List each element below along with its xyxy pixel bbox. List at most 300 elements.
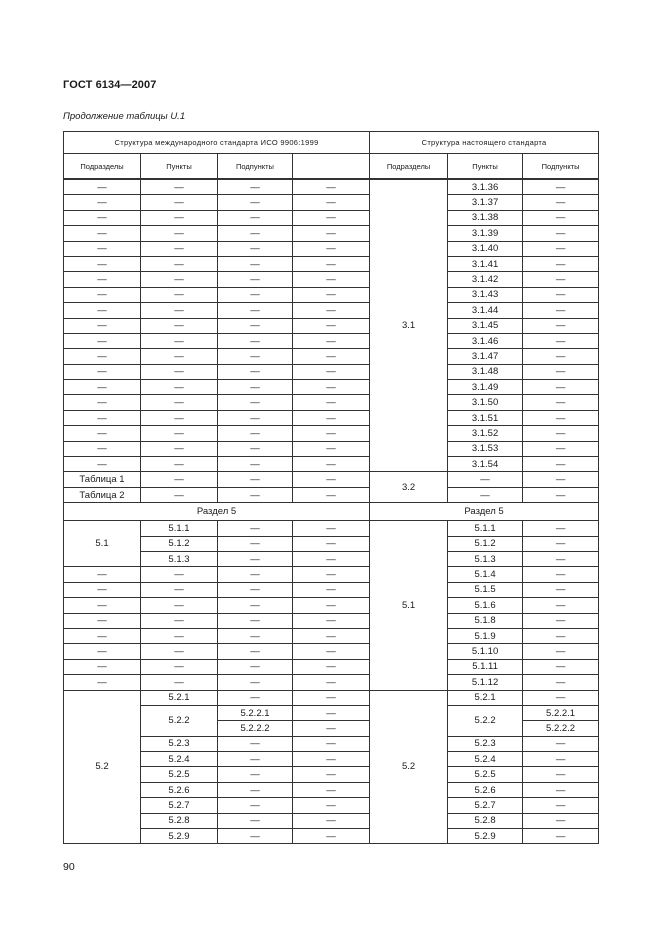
table-row <box>64 767 599 782</box>
table-row <box>64 736 599 751</box>
table-row <box>64 241 599 256</box>
right-item-cell: 5.2.3 <box>448 736 523 751</box>
dash-cell: — <box>141 457 218 472</box>
table-row <box>64 457 599 472</box>
dash-cell: — <box>218 303 293 318</box>
right-item-cell: 5.1.5 <box>448 582 523 597</box>
dash-cell: — <box>64 303 141 318</box>
table-row <box>64 752 599 767</box>
table-row <box>64 287 599 302</box>
dash-cell: — <box>218 287 293 302</box>
dash-cell: — <box>523 675 599 690</box>
dash-cell: — <box>523 782 599 797</box>
dash-cell: — <box>218 675 293 690</box>
dash-cell: — <box>218 256 293 271</box>
right-item-cell: 3.1.44 <box>448 303 523 318</box>
dash-cell: — <box>218 195 293 210</box>
dash-cell: — <box>218 628 293 643</box>
dash-cell: — <box>523 628 599 643</box>
right-item-cell: 5.1.1 <box>448 521 523 536</box>
dash-cell: — <box>523 272 599 287</box>
right-item-cell: 3.1.38 <box>448 210 523 225</box>
right-item-cell: 3.1.45 <box>448 318 523 333</box>
dash-cell: — <box>64 241 141 256</box>
dash-cell: — <box>293 195 370 210</box>
dash-cell: — <box>141 179 218 195</box>
table-row <box>64 582 599 597</box>
left-item-cell: 5.2.3 <box>141 736 218 751</box>
dash-cell: — <box>64 210 141 225</box>
table-continuation-caption: Продолжение таблицы U.1 <box>63 111 186 122</box>
right-subsection-cell: 3.2 <box>370 472 448 503</box>
right-item-cell: 3.1.39 <box>448 226 523 241</box>
dash-cell: — <box>141 613 218 628</box>
dash-cell: — <box>293 582 370 597</box>
right-item-cell: 5.1.10 <box>448 644 523 659</box>
dash-cell: — <box>141 441 218 456</box>
dash-cell: — <box>218 210 293 225</box>
table-row <box>64 472 599 487</box>
dash-cell: — <box>523 644 599 659</box>
dash-cell: — <box>141 567 218 582</box>
dash-cell: — <box>141 241 218 256</box>
dash-cell: — <box>293 287 370 302</box>
dash-cell: — <box>293 333 370 348</box>
dash-cell: — <box>64 226 141 241</box>
dash-cell: — <box>141 210 218 225</box>
dash-cell: — <box>293 551 370 566</box>
right-item-cell: 5.1.8 <box>448 613 523 628</box>
dash-cell: — <box>523 487 599 502</box>
table-row <box>64 380 599 395</box>
dash-cell: — <box>293 272 370 287</box>
dash-cell: — <box>141 272 218 287</box>
left-item-cell: 5.2.8 <box>141 813 218 828</box>
table-row <box>64 272 599 287</box>
dash-cell: — <box>293 705 370 720</box>
dash-cell: — <box>523 179 599 195</box>
left-structure-title: Структура международного стандарта ИСО 9906:1999 <box>64 132 370 154</box>
right-item-cell: 5.1.12 <box>448 675 523 690</box>
dash-cell: — <box>64 272 141 287</box>
dash-cell: — <box>218 441 293 456</box>
dash-cell: — <box>293 798 370 813</box>
dash-cell: — <box>523 752 599 767</box>
section-left-cell: Раздел 5 <box>64 503 370 521</box>
dash-cell: — <box>218 551 293 566</box>
dash-cell: — <box>523 551 599 566</box>
dash-cell: — <box>141 303 218 318</box>
dash-cell: — <box>64 410 141 425</box>
left-item-cell: 5.2.1 <box>141 690 218 705</box>
dash-cell: — <box>141 659 218 674</box>
dash-cell: — <box>523 659 599 674</box>
dash-cell: — <box>218 487 293 502</box>
dash-cell: — <box>523 613 599 628</box>
right-item-cell: 3.1.37 <box>448 195 523 210</box>
dash-cell: — <box>293 598 370 613</box>
dash-cell: — <box>64 195 141 210</box>
right-item-cell: 3.1.48 <box>448 364 523 379</box>
right-item-cell: 3.1.50 <box>448 395 523 410</box>
right-item-cell: 3.1.46 <box>448 333 523 348</box>
dash-cell: — <box>141 426 218 441</box>
table-row <box>64 782 599 797</box>
dash-cell: — <box>523 256 599 271</box>
dash-cell: — <box>141 333 218 348</box>
right-item-cell: 3.1.51 <box>448 410 523 425</box>
dash-cell: — <box>293 829 370 844</box>
page-number: 90 <box>63 861 75 873</box>
dash-cell: — <box>523 521 599 536</box>
dash-cell: — <box>218 582 293 597</box>
dash-cell: — <box>218 813 293 828</box>
dash-cell: — <box>293 767 370 782</box>
dash-cell: — <box>293 675 370 690</box>
table-row <box>64 613 599 628</box>
left-item-cell: 5.2.9 <box>141 829 218 844</box>
dash-cell: — <box>218 349 293 364</box>
dash-cell: — <box>218 318 293 333</box>
dash-cell: — <box>523 210 599 225</box>
table-row <box>64 256 599 271</box>
dash-cell: — <box>141 487 218 502</box>
table-row <box>64 551 599 566</box>
dash-cell: — <box>523 441 599 456</box>
dash-cell: — <box>293 441 370 456</box>
dash-cell: — <box>523 364 599 379</box>
left-item-cell: 5.2.4 <box>141 752 218 767</box>
right-item-cell: 3.1.53 <box>448 441 523 456</box>
dash-cell: — <box>293 256 370 271</box>
right-item-cell: 3.1.41 <box>448 256 523 271</box>
left-item-cell: 5.2.7 <box>141 798 218 813</box>
correspondence-table <box>63 131 599 844</box>
col-header: Подпункты <box>523 154 599 180</box>
right-item-cell: 5.2.1 <box>448 690 523 705</box>
dash-cell: — <box>218 241 293 256</box>
right-item-cell: 5.1.4 <box>448 567 523 582</box>
dash-cell: — <box>218 395 293 410</box>
document-header: ГОСТ 6134—2007 <box>63 79 157 91</box>
right-item-cell: 3.1.43 <box>448 287 523 302</box>
table-row <box>64 395 599 410</box>
dash-cell: — <box>293 241 370 256</box>
dash-cell: — <box>218 272 293 287</box>
right-item-cell: 3.1.52 <box>448 426 523 441</box>
col-header: Пункты <box>141 154 218 180</box>
dash-cell: — <box>218 782 293 797</box>
left-subsection-cell: 5.2 <box>64 690 141 844</box>
dash-cell: — <box>218 472 293 487</box>
dash-cell: — <box>523 582 599 597</box>
dash-cell: — <box>293 210 370 225</box>
dash-cell: — <box>523 287 599 302</box>
dash-cell: — <box>448 487 523 502</box>
dash-cell: — <box>64 457 141 472</box>
col-header <box>293 154 370 180</box>
dash-cell: — <box>293 690 370 705</box>
col-header: Подразделы <box>64 154 141 180</box>
dash-cell: — <box>523 690 599 705</box>
dash-cell: — <box>218 333 293 348</box>
table-row <box>64 798 599 813</box>
dash-cell: — <box>64 333 141 348</box>
left-subsection-cell: 5.1 <box>64 521 141 567</box>
dash-cell: — <box>141 410 218 425</box>
dash-cell: — <box>218 567 293 582</box>
table-row <box>64 628 599 643</box>
dash-cell: — <box>293 303 370 318</box>
dash-cell: — <box>64 441 141 456</box>
table-row <box>64 829 599 844</box>
left-item-cell: 5.2.2 <box>141 705 218 736</box>
dash-cell: — <box>141 380 218 395</box>
dash-cell: — <box>141 628 218 643</box>
dash-cell: — <box>218 521 293 536</box>
table-row <box>64 210 599 225</box>
dash-cell: — <box>293 457 370 472</box>
dash-cell: — <box>293 736 370 751</box>
dash-cell: — <box>523 813 599 828</box>
table-row <box>64 226 599 241</box>
section-right-cell: Раздел 5 <box>370 503 599 521</box>
dash-cell: — <box>64 675 141 690</box>
table-row <box>64 567 599 582</box>
col-header: Подразделы <box>370 154 448 180</box>
table-row <box>64 659 599 674</box>
dash-cell: — <box>293 721 370 736</box>
right-item-cell: 5.2.6 <box>448 782 523 797</box>
dash-cell: — <box>218 364 293 379</box>
dash-cell: — <box>523 829 599 844</box>
dash-cell: — <box>218 829 293 844</box>
left-item-cell: 5.1.3 <box>141 551 218 566</box>
table-row <box>64 179 599 195</box>
right-item-cell: 3.1.49 <box>448 380 523 395</box>
dash-cell: — <box>64 364 141 379</box>
dash-cell: — <box>141 364 218 379</box>
dash-cell: — <box>64 582 141 597</box>
dash-cell: — <box>523 410 599 425</box>
table-row <box>64 503 599 521</box>
dash-cell: — <box>293 567 370 582</box>
dash-cell: — <box>293 628 370 643</box>
right-subsection-cell: 5.1 <box>370 521 448 690</box>
dash-cell: — <box>523 226 599 241</box>
dash-cell: — <box>218 736 293 751</box>
right-item-cell: 5.2.8 <box>448 813 523 828</box>
dash-cell: — <box>293 536 370 551</box>
dash-cell: — <box>523 798 599 813</box>
dash-cell: — <box>141 582 218 597</box>
right-item-cell: 5.1.2 <box>448 536 523 551</box>
dash-cell: — <box>218 659 293 674</box>
dash-cell: — <box>218 410 293 425</box>
dash-cell: — <box>64 659 141 674</box>
left-item-cell: 5.1.2 <box>141 536 218 551</box>
table-row <box>64 705 599 720</box>
dash-cell: — <box>218 613 293 628</box>
left-item-cell: 5.2.6 <box>141 782 218 797</box>
dash-cell: — <box>218 598 293 613</box>
dash-cell: — <box>218 767 293 782</box>
dash-cell: — <box>523 426 599 441</box>
dash-cell: — <box>64 380 141 395</box>
dash-cell: — <box>64 349 141 364</box>
dash-cell: — <box>141 598 218 613</box>
table-row <box>64 333 599 348</box>
dash-cell: — <box>218 457 293 472</box>
col-header: Подпункты <box>218 154 293 180</box>
table-row <box>64 598 599 613</box>
dash-cell: — <box>523 767 599 782</box>
table-row <box>64 813 599 828</box>
table-row <box>64 318 599 333</box>
dash-cell: — <box>293 521 370 536</box>
dash-cell: — <box>64 644 141 659</box>
dash-cell: — <box>293 782 370 797</box>
dash-cell: — <box>293 472 370 487</box>
dash-cell: — <box>523 195 599 210</box>
right-subsection-cell: 5.2 <box>370 690 448 844</box>
table-row <box>64 536 599 551</box>
table-row <box>64 521 599 536</box>
right-structure-title: Структура настоящего стандарта <box>370 132 599 154</box>
dash-cell: — <box>523 457 599 472</box>
dash-cell: — <box>218 179 293 195</box>
dash-cell: — <box>523 598 599 613</box>
right-item-cell: 3.1.54 <box>448 457 523 472</box>
dash-cell: — <box>293 644 370 659</box>
table-row <box>64 410 599 425</box>
dash-cell: — <box>523 318 599 333</box>
right-subitem-cell: 5.2.2.2 <box>523 721 599 736</box>
dash-cell: — <box>293 349 370 364</box>
right-item-cell: 5.2.4 <box>448 752 523 767</box>
right-item-cell: 5.2.7 <box>448 798 523 813</box>
dash-cell: — <box>64 287 141 302</box>
dash-cell: — <box>293 487 370 502</box>
dash-cell: — <box>141 318 218 333</box>
dash-cell: — <box>141 226 218 241</box>
dash-cell: — <box>64 598 141 613</box>
dash-cell: — <box>293 380 370 395</box>
dash-cell: — <box>523 736 599 751</box>
dash-cell: — <box>141 349 218 364</box>
dash-cell: — <box>64 426 141 441</box>
right-item-cell: 3.1.40 <box>448 241 523 256</box>
right-item-cell: 5.1.11 <box>448 659 523 674</box>
dash-cell: — <box>523 241 599 256</box>
dash-cell: — <box>64 395 141 410</box>
dash-cell: — <box>141 395 218 410</box>
dash-cell: — <box>64 318 141 333</box>
table-row <box>64 644 599 659</box>
right-item-cell: 5.1.6 <box>448 598 523 613</box>
left-subsection-cell: Таблица 1 <box>64 472 141 487</box>
dash-cell: — <box>64 628 141 643</box>
right-item-cell: 3.1.47 <box>448 349 523 364</box>
right-item-cell: 5.2.2 <box>448 705 523 736</box>
table-row <box>64 349 599 364</box>
right-item-cell: 5.2.5 <box>448 767 523 782</box>
dash-cell: — <box>523 349 599 364</box>
dash-cell: — <box>293 226 370 241</box>
dash-cell: — <box>293 752 370 767</box>
table-row <box>64 303 599 318</box>
dash-cell: — <box>293 613 370 628</box>
right-subsection-cell: 3.1 <box>370 179 448 472</box>
dash-cell: — <box>218 690 293 705</box>
dash-cell: — <box>64 179 141 195</box>
dash-cell: — <box>141 675 218 690</box>
right-item-cell: 5.2.9 <box>448 829 523 844</box>
left-subitem-cell: 5.2.2.2 <box>218 721 293 736</box>
col-header: Пункты <box>448 154 523 180</box>
dash-cell: — <box>293 318 370 333</box>
left-item-cell: 5.1.1 <box>141 521 218 536</box>
left-subsection-cell: Таблица 2 <box>64 487 141 502</box>
dash-cell: — <box>293 364 370 379</box>
right-item-cell: 5.1.9 <box>448 628 523 643</box>
dash-cell: — <box>293 659 370 674</box>
dash-cell: — <box>523 472 599 487</box>
table-row <box>64 364 599 379</box>
right-item-cell: 3.1.42 <box>448 272 523 287</box>
left-item-cell: 5.2.5 <box>141 767 218 782</box>
right-item-cell: 5.1.3 <box>448 551 523 566</box>
dash-cell: — <box>293 813 370 828</box>
dash-cell: — <box>64 613 141 628</box>
dash-cell: — <box>141 287 218 302</box>
table-row <box>64 487 599 502</box>
dash-cell: — <box>218 426 293 441</box>
dash-cell: — <box>523 395 599 410</box>
table-row <box>64 675 599 690</box>
dash-cell: — <box>141 256 218 271</box>
table-row <box>64 426 599 441</box>
dash-cell: — <box>523 536 599 551</box>
table-row <box>64 441 599 456</box>
dash-cell: — <box>293 426 370 441</box>
dash-cell: — <box>218 752 293 767</box>
dash-cell: — <box>293 410 370 425</box>
dash-cell: — <box>523 567 599 582</box>
dash-cell: — <box>218 226 293 241</box>
dash-cell: — <box>64 567 141 582</box>
dash-cell: — <box>218 798 293 813</box>
dash-cell: — <box>218 380 293 395</box>
dash-cell: — <box>141 195 218 210</box>
dash-cell: — <box>523 333 599 348</box>
right-subitem-cell: 5.2.2.1 <box>523 705 599 720</box>
dash-cell: — <box>448 472 523 487</box>
right-item-cell: 3.1.36 <box>448 179 523 195</box>
dash-cell: — <box>293 395 370 410</box>
table-row <box>64 690 599 705</box>
left-subitem-cell: 5.2.2.1 <box>218 705 293 720</box>
dash-cell: — <box>141 472 218 487</box>
table-row <box>64 195 599 210</box>
dash-cell: — <box>218 644 293 659</box>
dash-cell: — <box>293 179 370 195</box>
dash-cell: — <box>523 303 599 318</box>
dash-cell: — <box>141 644 218 659</box>
dash-cell: — <box>218 536 293 551</box>
dash-cell: — <box>523 380 599 395</box>
dash-cell: — <box>64 256 141 271</box>
